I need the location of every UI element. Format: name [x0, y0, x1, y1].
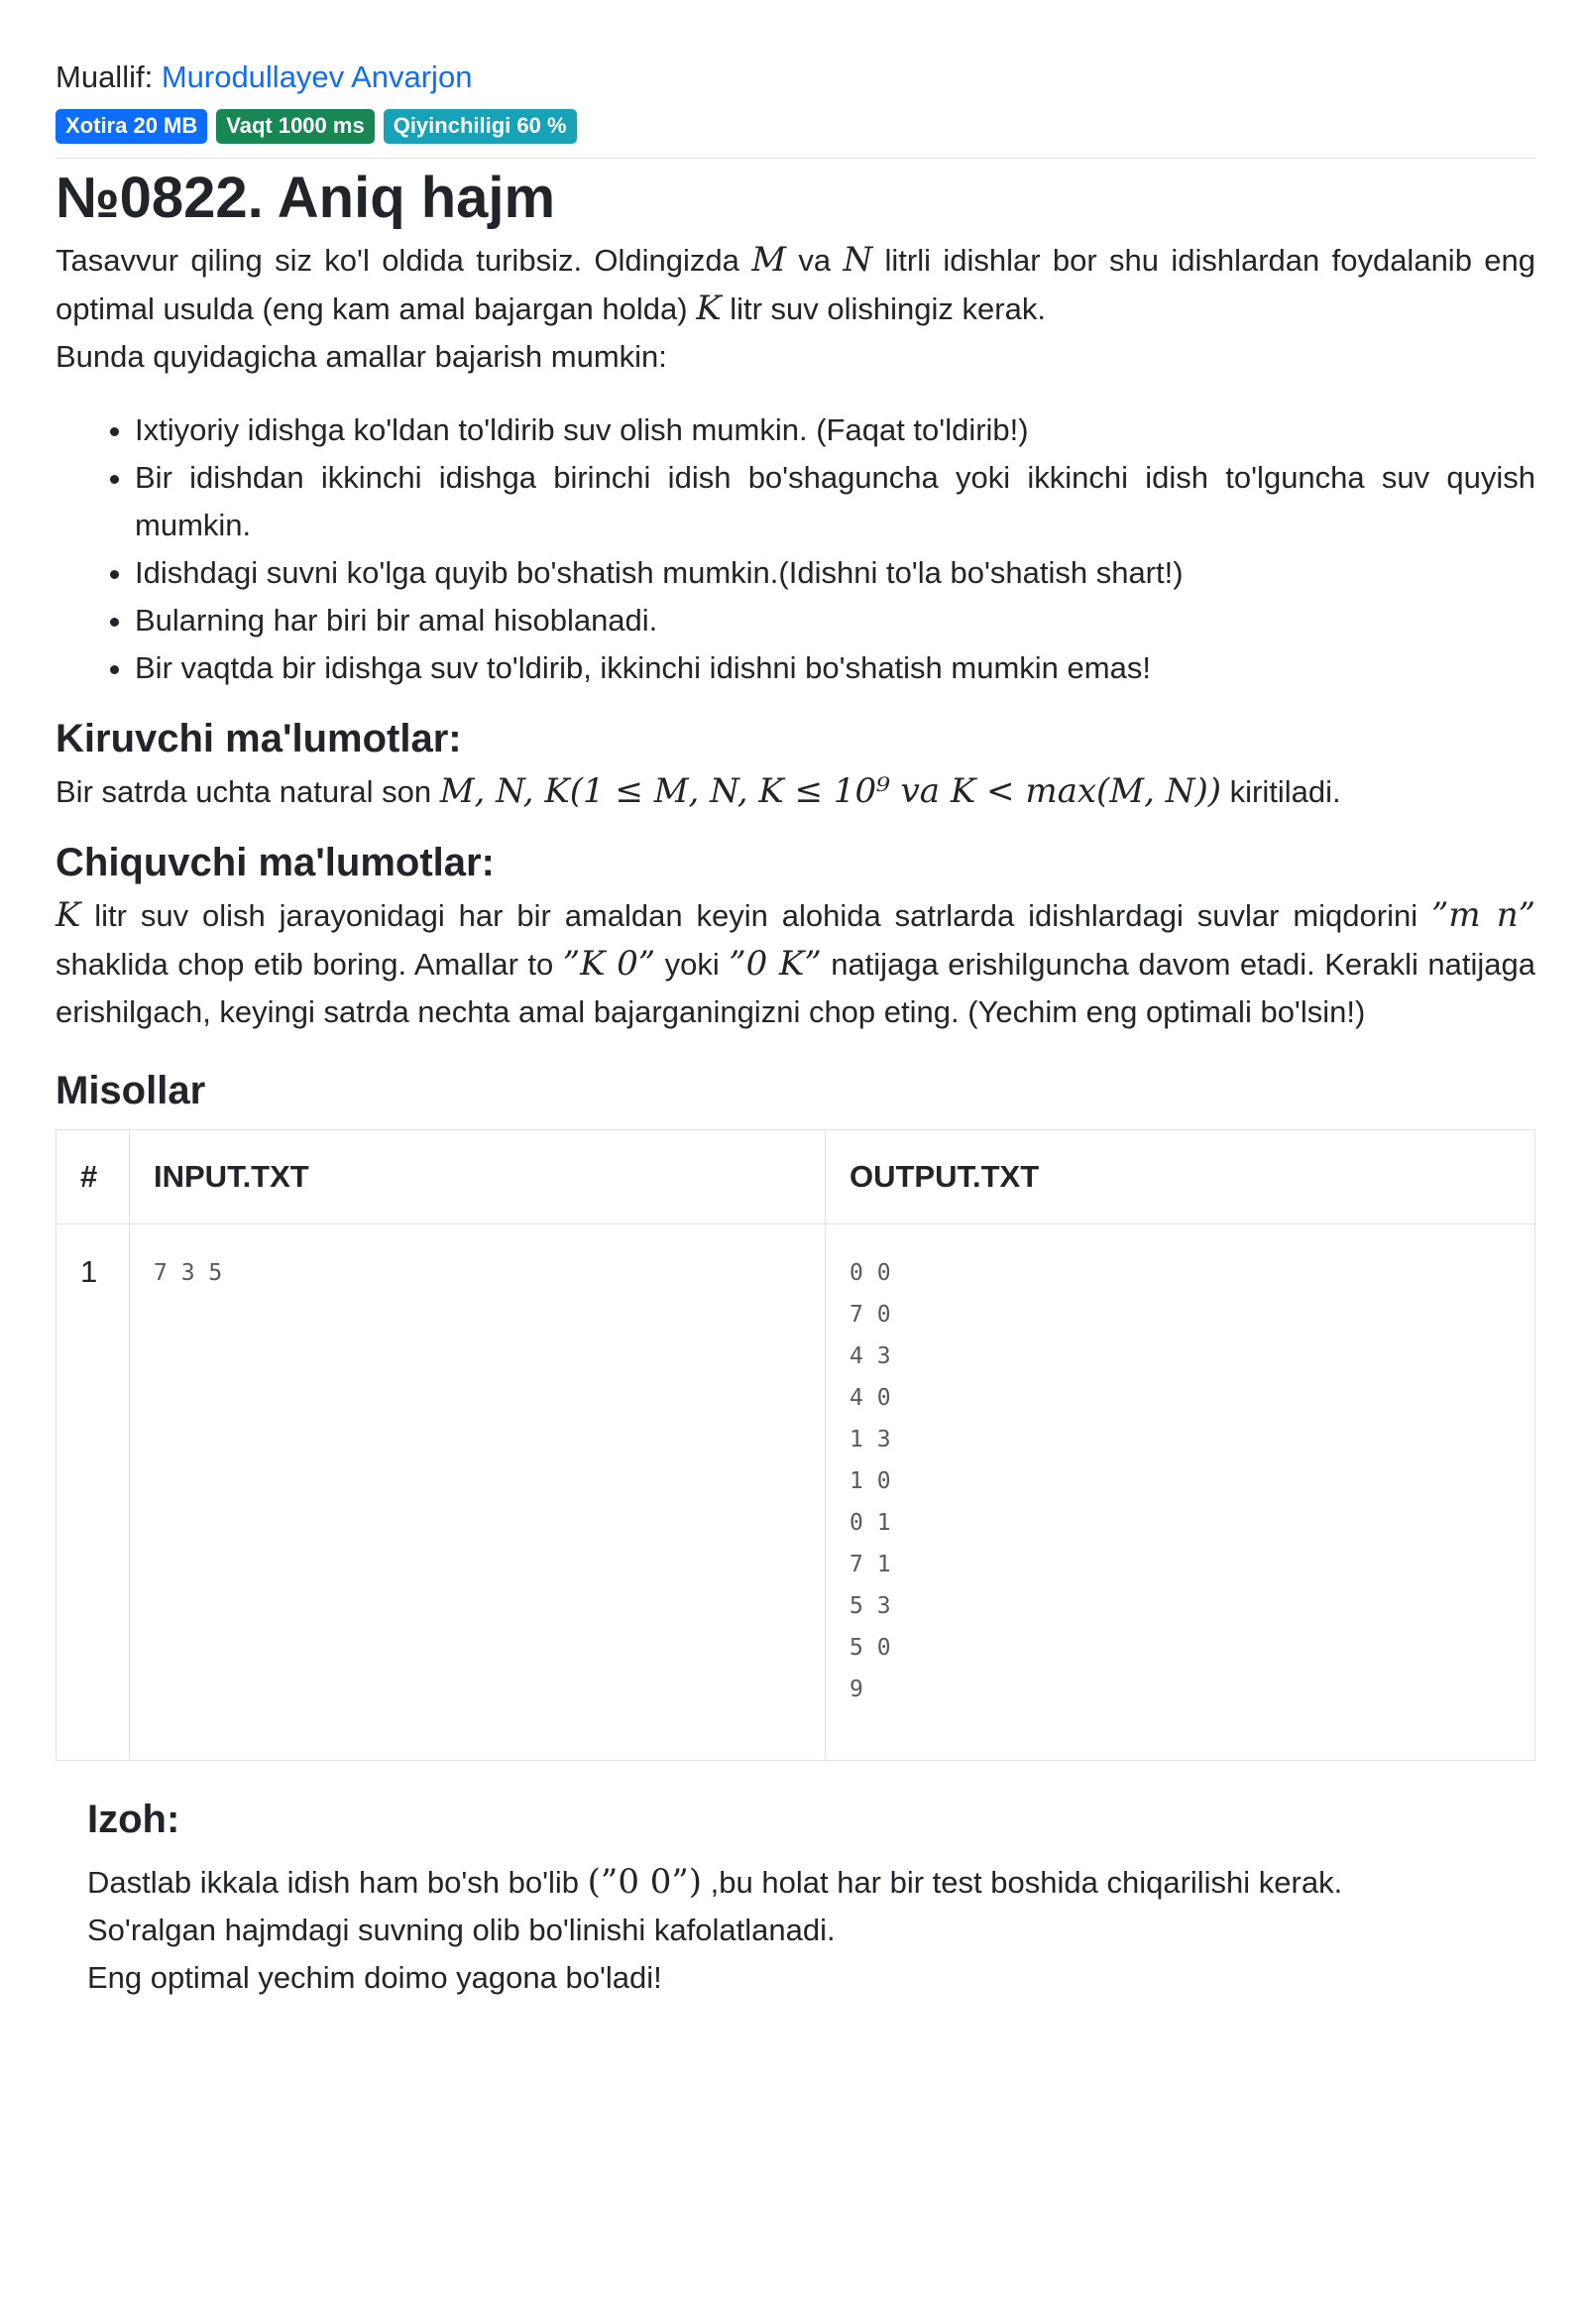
limits-badges: [56, 109, 1535, 144]
example-input[interactable]: 7 3 5: [130, 1224, 826, 1761]
rule-item: • Bir vaqtda bir idishga suv to'ldirib, ikkinchi idishni bo'shatish mumkin emas!: [135, 644, 1535, 692]
examples-table: [56, 1129, 1535, 1761]
rule-item: • Bularning har biri bir amal hisoblanadi.: [135, 597, 1535, 644]
input-section-text: Bir satrda uchta natural son M, N, K(1 ≤ M, N, K ≤ 10⁹ va K < max(M, N)) kiritiladi.: [56, 771, 1341, 811]
rule-item: • Bir idishdan ikkinchi idishga birinchi idish bo'shaguncha yoki ikkinchi idish to'lguncha suv quyish mumkin.: [135, 454, 1535, 549]
table-row: [57, 1224, 1535, 1761]
example-output[interactable]: 0 0 7 0 4 3 4 0 1 3 1 0 0 1 7 1 5 3 5 0 9: [826, 1224, 1535, 1761]
column-header-number: #: [57, 1130, 130, 1224]
memory-badge: Xotira 20 MB: [56, 109, 207, 144]
example-number: 1: [57, 1224, 130, 1761]
table-header-row: [57, 1130, 1535, 1224]
note-line: So'ralgan hajmdagi suvning olib bo'linishi kafolatlanadi.: [87, 1913, 836, 1947]
column-header-output: OUTPUT.TXT: [826, 1130, 1535, 1224]
time-badge: Vaqt 1000 ms: [216, 109, 374, 144]
author-line: [56, 56, 1535, 99]
output-section-text: K litr suv olish jarayonidagi har bir amaldan keyin alohida satrlarda idishlardagi suvlar miqdorini ”m n” shaklida chop etib boring. Amallar to ”K 0” yoki ”0 K” natijaga erishilguncha davom etadi. Kerakli natijaga erishilgach, keyingi satrda nechta amal bajarganingizni chop eting. (Yechim eng optimali bo'lsin!): [56, 895, 1536, 1029]
note-line: Dastlab ikkala idish ham bo'sh bo'lib (”0 0”) ,bu holat har bir test boshida chiqarilishi kerak.: [87, 1862, 1343, 1902]
examples-title: Misollar: [56, 1069, 206, 1112]
input-formula: M, N, K(1 ≤ M, N, K ≤ 10⁹ va K < max(M, N)): [439, 771, 1222, 811]
difficulty-badge: Qiyinchiligi 60 %: [384, 109, 577, 144]
column-header-input: INPUT.TXT: [130, 1130, 826, 1224]
statement-paragraph: Tasavvur qiling siz ko'l oldida turibsiz. Oldingizda M va N litrli idishlar bor shu idishlardan foydalanib eng optimal usulda (eng kam amal bajargan holda) K litr suv olishingiz kerak.: [56, 240, 1535, 328]
author-link[interactable]: Murodullayev Anvarjon: [161, 59, 473, 94]
rule-item: • Ixtiyoriy idishga ko'ldan to'ldirib suv olish mumkin. (Faqat to'ldirib!): [135, 407, 1535, 454]
header-divider: [56, 158, 1535, 159]
rule-item: • Idishdagi suvni ko'lga quyib bo'shatish mumkin.(Idishni to'la bo'shatish shart!): [135, 549, 1535, 597]
rules-list: [56, 407, 1535, 692]
input-section-title: Kiruvchi ma'lumotlar:: [56, 717, 462, 760]
problem-page: [56, 56, 1535, 2002]
author-label: Muallif:: [56, 59, 162, 94]
operations-intro: Bunda quyidagicha amallar bajarish mumkin:: [56, 339, 667, 374]
output-section-title: Chiquvchi ma'lumotlar:: [56, 841, 495, 884]
note-line: Eng optimal yechim doimo yagona bo'ladi!: [87, 1960, 662, 1995]
note-title: Izoh:: [87, 1798, 180, 1841]
problem-title: №0822. Aniq hajm: [56, 166, 556, 230]
note-section: [87, 1795, 1535, 2002]
